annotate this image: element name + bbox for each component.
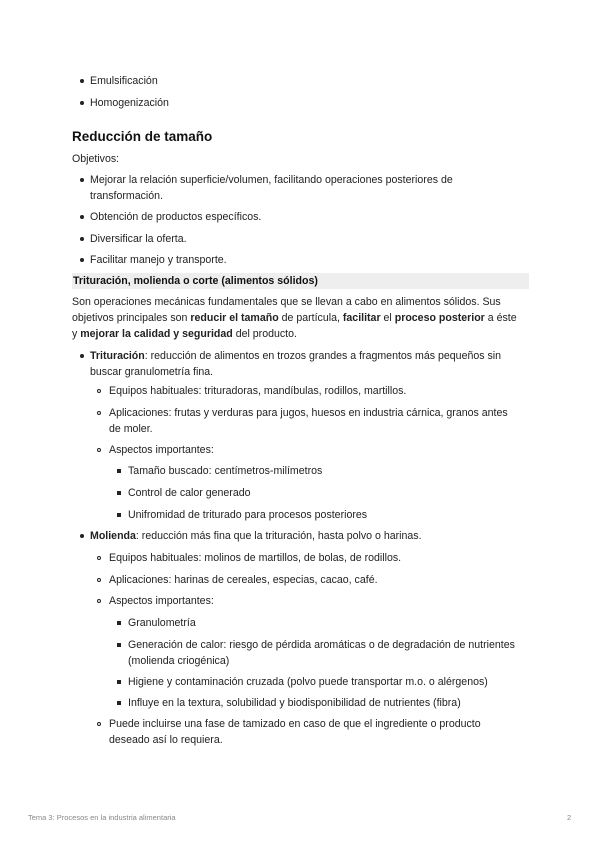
list-item-continuation: buscar granulometría fina. <box>90 366 214 378</box>
list-item: Aplicaciones: harinas de cereales, especias, cacao, café. <box>109 574 378 586</box>
list-item: Higiene y contaminación cruzada (polvo puede transportar m.o. o alérgenos) <box>128 676 488 688</box>
bullet-circle <box>97 556 101 560</box>
bullet-circle <box>97 578 101 582</box>
bullet-dot <box>80 258 84 262</box>
bullet-dot <box>80 79 84 83</box>
list-item-continuation: deseado así lo requiera. <box>109 734 223 746</box>
bullet-circle <box>97 448 101 452</box>
list-item: Unifromidad de triturado para procesos posteriores <box>128 509 368 521</box>
bullet-dot <box>80 354 84 358</box>
bullet-dot <box>80 534 84 538</box>
list-item: Molienda: reducción más fina que la trituración, hasta polvo o harinas. <box>90 530 422 542</box>
bullet-square <box>117 513 121 517</box>
list-item-continuation: (molienda criogénica) <box>128 655 230 667</box>
list-item: Facilitar manejo y transporte. <box>90 254 227 266</box>
list-item: Generación de calor: riesgo de pérdida aromáticas o de degradación de nutrientes <box>128 639 515 651</box>
list-item: Equipos habituales: molinos de martillos, de bolas, de rodillos. <box>109 552 402 564</box>
paragraph-line: objetivos principales son reducir el tamaño de partícula, facilitar el proceso posterior a éste <box>72 312 517 324</box>
bullet-square <box>117 701 121 705</box>
list-item: Trituración: reducción de alimentos en trozos grandes a fragmentos más pequeños sin <box>90 350 502 362</box>
objectives-label: Objetivos: <box>72 153 120 165</box>
list-item-continuation: transformación. <box>90 190 164 202</box>
bullet-circle <box>97 722 101 726</box>
bullet-circle <box>97 411 101 415</box>
list-item: Control de calor generado <box>128 487 251 499</box>
bullet-square <box>117 621 121 625</box>
list-item-continuation: de moler. <box>109 423 153 435</box>
bullet-square <box>117 491 121 495</box>
bullet-circle <box>97 599 101 603</box>
bullet-dot <box>80 215 84 219</box>
list-item: Diversificar la oferta. <box>90 233 187 245</box>
list-item: Granulometría <box>128 617 196 629</box>
list-item: Homogenización <box>90 97 169 109</box>
list-item: Aspectos importantes: <box>109 595 214 607</box>
list-item: Influye en la textura, solubilidad y biodisponibilidad de nutrientes (fibra) <box>128 697 461 709</box>
paragraph-line: y mejorar la calidad y seguridad del producto. <box>72 328 297 340</box>
bullet-circle <box>97 389 101 393</box>
footer-title: Tema 3: Procesos en la industria alimentaria <box>28 813 176 822</box>
subsection-title: Trituración, molienda o corte (alimentos sólidos) <box>73 275 318 287</box>
list-item: Obtención de productos específicos. <box>90 211 262 223</box>
section-title: Reducción de tamaño <box>72 129 213 144</box>
list-item: Equipos habituales: trituradoras, mandíbulas, rodillos, martillos. <box>109 385 407 397</box>
list-item: Aplicaciones: frutas y verduras para jugos, huesos en industria cárnica, granos antes <box>109 407 508 419</box>
bullet-square <box>117 469 121 473</box>
bullet-dot <box>80 178 84 182</box>
list-item: Emulsificación <box>90 75 158 87</box>
list-item: Mejorar la relación superficie/volumen, facilitando operaciones posteriores de <box>90 174 453 186</box>
bullet-dot <box>80 101 84 105</box>
list-item: Tamaño buscado: centímetros-milímetros <box>128 465 323 477</box>
bullet-square <box>117 643 121 647</box>
list-item: Aspectos importantes: <box>109 444 214 456</box>
page-number: 2 <box>567 813 572 822</box>
bullet-square <box>117 680 121 684</box>
list-item: Puede incluirse una fase de tamizado en caso de que el ingrediente o producto <box>109 718 481 730</box>
paragraph-line: Son operaciones mecánicas fundamentales que se llevan a cabo en alimentos sólidos. Sus <box>72 296 501 308</box>
bullet-dot <box>80 237 84 241</box>
